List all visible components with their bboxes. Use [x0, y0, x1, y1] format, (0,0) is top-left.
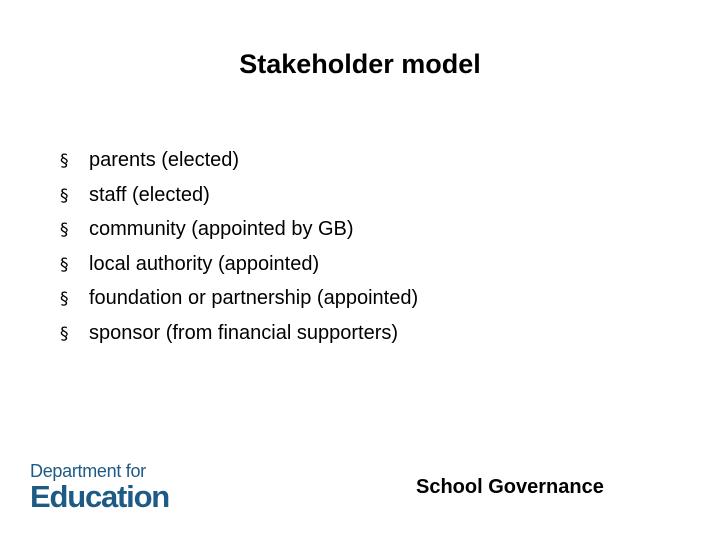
bullet-icon: §: [60, 220, 69, 240]
bullet-icon: §: [60, 185, 69, 206]
logo-line-education: Education: [30, 479, 170, 514]
bullet-list: [60, 143, 418, 350]
bullet-icon: §: [60, 323, 69, 344]
bullet-text: local authority (appointed): [89, 252, 320, 275]
logo-line-department: Department for: [30, 461, 146, 481]
slide-title: Stakeholder model: [239, 49, 481, 79]
bullet-item: [60, 281, 418, 316]
bullet-text: community (appointed by GB): [89, 218, 354, 240]
bullet-text: foundation or partnership (appointed): [89, 287, 419, 309]
department-for-education-logo: [30, 462, 169, 512]
bullet-item: [60, 178, 418, 213]
bullet-icon: §: [60, 151, 69, 171]
bullet-item: [60, 212, 418, 247]
bullet-item: [60, 316, 418, 351]
bullet-icon: §: [60, 254, 69, 275]
bullet-text: staff (elected): [89, 183, 210, 206]
bullet-text: parents (elected): [89, 149, 240, 171]
footer-label: School Governance: [416, 476, 604, 498]
bullet-item: [60, 143, 418, 178]
bullet-text: sponsor (from financial supporters): [89, 321, 399, 344]
bullet-item: [60, 247, 418, 282]
bullet-icon: §: [60, 289, 69, 309]
